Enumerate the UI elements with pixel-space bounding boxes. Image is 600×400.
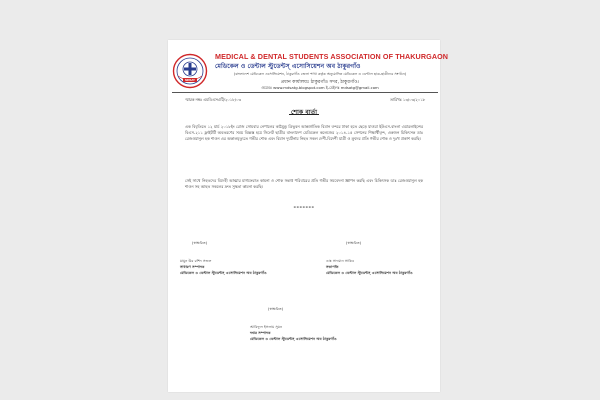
- title-underline: [289, 114, 319, 115]
- signatory-role: সভাপতি: [326, 265, 339, 269]
- signatory-role: দপ্তর সম্পাদক: [250, 331, 271, 335]
- signature-block-office-secretary: [250, 306, 337, 342]
- signatory-name: আরিফুল ইসলাম সুমন: [250, 325, 283, 329]
- organization-name-english: MEDICAL & DENTAL STUDENTS ASSOCIATION OF THAKURGAON: [215, 52, 449, 61]
- signature-label: (স্বাক্ষরিত): [192, 241, 208, 245]
- signature-block-general-secretary: [180, 240, 267, 276]
- signature-label: (স্বাক্ষরিত): [346, 241, 362, 245]
- signature-block-president: [326, 240, 413, 276]
- signature-label: (স্বাক্ষরিত): [268, 307, 284, 311]
- condolence-paragraph-1: এক বিবৃতিতে ১২ মার্চ ২০১৮ইং রোজ সোমবার নেপালের কাঠমুন্ডু ত্রিভুবন আন্তর্জাতিক বিমান বন্দরে ঢাকা হতে ছেড়ে যাওয়া ইউএস-বাংলা এয়ারলাইন্সের বিএস-২১১ ফ্লাইটটি অবতরণের সময় বিধ্বস্ত হয়ে সিলেট ছাত্রীর বাংলাদেশ মেডিকেল কলেজের ২০১৪-১৫ সেশনের শিক্ষার্থীবৃন্দ, একজন চিকিৎসক ডাঃ রেজওয়ানুল হক শাওন এর অকালমৃত্যুতে গভীর শোক এবং বিমান দুর্ঘটনায় নিহত সকল দেশী-বিদেশী যাত্রী ও ক্রুদের প্রতি গভীর শোক ও দুঃখ প্রকাশ করছি।: [185, 124, 423, 141]
- organization-contact: ওয়েবঃ www.mdsatg.blogspot.com ই-মেইলঃ mdsatg@gmail.com: [261, 85, 379, 90]
- memo-reference: স্মারক নম্বঃ এমডিএসএটি/২০১৮/০৩: [185, 97, 241, 102]
- signatory-role: সাধারণ সম্পাদক: [180, 265, 205, 269]
- organization-registration: (বাংলাদেশ মেডিকেল এসোসিয়েশন, ঠাকুরগাঁও জেলা শাখা কর্তৃক অনুমোদিত মেডিকেল ও ডেন্টাল ছাত্র-ছাত্রীদের সংগঠন): [233, 72, 407, 76]
- organization-name-bangla: মেডিকেল ও ডেন্টাল স্টুডেন্টস্ এসোসিয়েশন অব ঠাকুরগাঁও: [215, 63, 361, 70]
- document-title: শোক বার্তা: [290, 109, 318, 116]
- header-divider: [172, 92, 438, 93]
- section-separator: -------: [293, 204, 315, 211]
- signatory-organization: মেডিকেল ও ডেন্টাল স্টুডেন্টস্ এসোসিয়েশন অব ঠাকুরগাঁও: [250, 337, 337, 341]
- memo-date: তারিখঃ ১৩/০৩/২০১৮: [390, 97, 426, 102]
- condolence-paragraph-2: সেই সাথে নিহতদের বিদেহী আত্মার মাগফেরাত কামনা ও শোক সন্তপ্ত পরিবারের প্রতি গভীর সমবেদনা জ্ঞাপন করছি এবং চিকিৎসক ডাঃ রেজওয়ানুল হক শাওন সহ আহত সকলের দ্রুত সুস্থতা কামনা করছি।: [185, 178, 423, 189]
- signatory-name: মামুন উর রশিদ সজল: [180, 259, 212, 263]
- signatory-name: ডাঃ সাদমান সাকিব: [326, 259, 355, 263]
- signatory-organization: মেডিকেল ও ডেন্টাল স্টুডেন্টস্ এসোসিয়েশন অব ঠাকুরগাঁও: [326, 271, 413, 275]
- organization-office: প্রধান কার্যালয়ঃ ঠাকুরগাঁও সদর, ঠাকুরগাঁও।: [280, 80, 360, 85]
- signatory-organization: মেডিকেল ও ডেন্টাল স্টুডেন্টস্ এসোসিয়েশন অব ঠাকুরগাঁও: [180, 271, 267, 275]
- svg-text:MDSAT: MDSAT: [185, 78, 195, 83]
